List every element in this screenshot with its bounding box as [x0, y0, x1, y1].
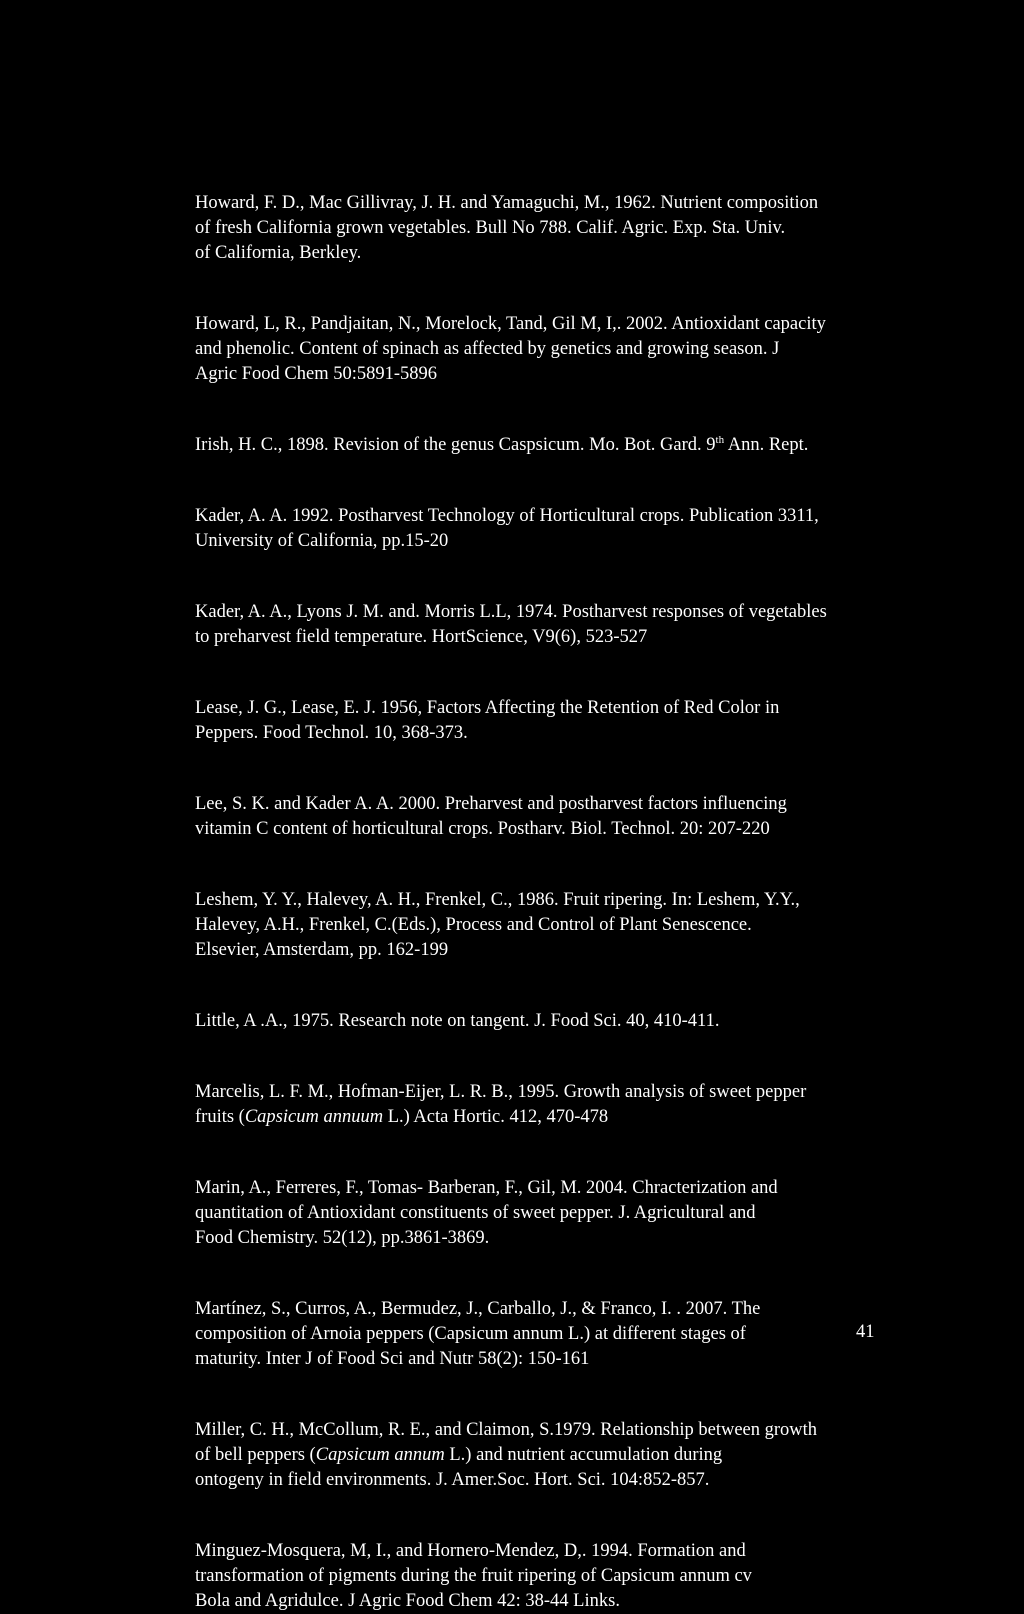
reference-text: Lee, S. K. and Kader A. A. 2000. Preharvest and postharvest factors influencing vitamin C content of horticultural crops. Postharv. Biol. Technol. 20: 207-220 — [195, 794, 787, 839]
reference-entry — [133, 166, 993, 266]
reference-text: Ann. Rept. — [724, 435, 809, 455]
reference-entry — [133, 575, 993, 650]
reference-entry — [133, 671, 993, 746]
reference-text: Howard, F. D., Mac Gillivray, J. H. and Yamaguchi, M., 1962. Nutrient composition of fresh California grown vegetables. Bull No 788. Calif. Agric. Exp. Sta. Univ. of California, Berkley. — [195, 193, 819, 263]
reference-text: Marcelis, L. F. M., Hofman-Eijer, L. R. B., 1995. Growth analysis of sweet pepper fruits ( — [195, 1082, 807, 1127]
reference-text: Leshem, Y. Y., Halevey, A. H., Frenkel, C., 1986. Fruit ripering. In: Leshem, Y.Y., Halevey, A.H., Frenkel, C.(Eds.), Process and Control of Plant Senescence. Elsevier, Amsterdam, pp. 162-199 — [195, 890, 800, 960]
reference-entry — [133, 984, 993, 1034]
reference-entry — [133, 287, 993, 387]
species-name: Capsicum annuum — [244, 1107, 384, 1127]
reference-text: Little, A .A., 1975. Research note on tangent. J. Food Sci. 40, 410-411. — [195, 1011, 720, 1031]
reference-entry — [133, 1393, 993, 1493]
reference-text: Miller, C. H., McCollum, R. E., and Claimon, S.1979. Relationship between growth of bell peppers ( — [195, 1420, 818, 1465]
reference-text: Kader, A. A. 1992. Postharvest Technology of Horticultural crops. Publication 3311, University of California, pp.15-20 — [195, 506, 819, 551]
reference-text: L.) and nutrient accumulation during ontogeny in field environments. J. Amer.Soc. Hort. Sci. 104:852-857. — [195, 1445, 723, 1490]
reference-text: L.) Acta Hortic. 412, 470-478 — [383, 1107, 609, 1127]
reference-entry — [133, 479, 993, 554]
reference-entry — [133, 1055, 993, 1130]
superscript: th — [715, 433, 725, 446]
reference-text: Martínez, S., Curros, A., Bermudez, J., Carballo, J., & Franco, I. . 2007. The composition of Arnoia peppers (Capsicum annum L.) at different stages of maturity. Inter J of Food Sci and Nutr 58(2): 150-161 — [195, 1299, 761, 1369]
reference-entry — [133, 408, 993, 458]
reference-text: Minguez-Mosquera, M, I., and Hornero-Mendez, D,. 1994. Formation and transformation of pigments during the fruit ripering of Capsicum annum cv Bola and Agridulce. J Agric Food Chem 42: 38-44 Links. — [195, 1541, 752, 1611]
reference-text: Marin, A., Ferreres, F., Tomas- Barberan, F., Gil, M. 2004. Chracterization and quantitation of Antioxidant constituents of sweet pepper. J. Agricultural and Food Chemistry. 52(12), pp.3861-3869. — [195, 1178, 778, 1248]
reference-text: Irish, H. C., 1898. Revision of the genus Caspsicum. Mo. Bot. Gard. 9 — [195, 435, 716, 455]
reference-list — [133, 166, 993, 1614]
reference-entry — [133, 1151, 993, 1251]
reference-entry — [133, 1514, 993, 1614]
reference-entry — [133, 863, 993, 963]
reference-entry — [133, 767, 993, 842]
reference-text: Howard, L, R., Pandjaitan, N., Morelock, Tand, Gil M, I,. 2002. Antioxidant capacity and phenolic. Content of spinach as affected by genetics and growing season. J Agric Food Chem 50:5891-5896 — [195, 314, 826, 384]
reference-text: Kader, A. A., Lyons J. M. and. Morris L.L, 1974. Postharvest responses of vegetables to preharvest field temperature. HortScience, V9(6), 523-527 — [195, 602, 827, 647]
reference-text: Lease, J. G., Lease, E. J. 1956, Factors Affecting the Retention of Red Color in Peppers. Food Technol. 10, 368-373. — [195, 698, 780, 743]
page-number: 41 — [856, 1322, 875, 1342]
species-name: Capsicum annum — [315, 1445, 445, 1465]
